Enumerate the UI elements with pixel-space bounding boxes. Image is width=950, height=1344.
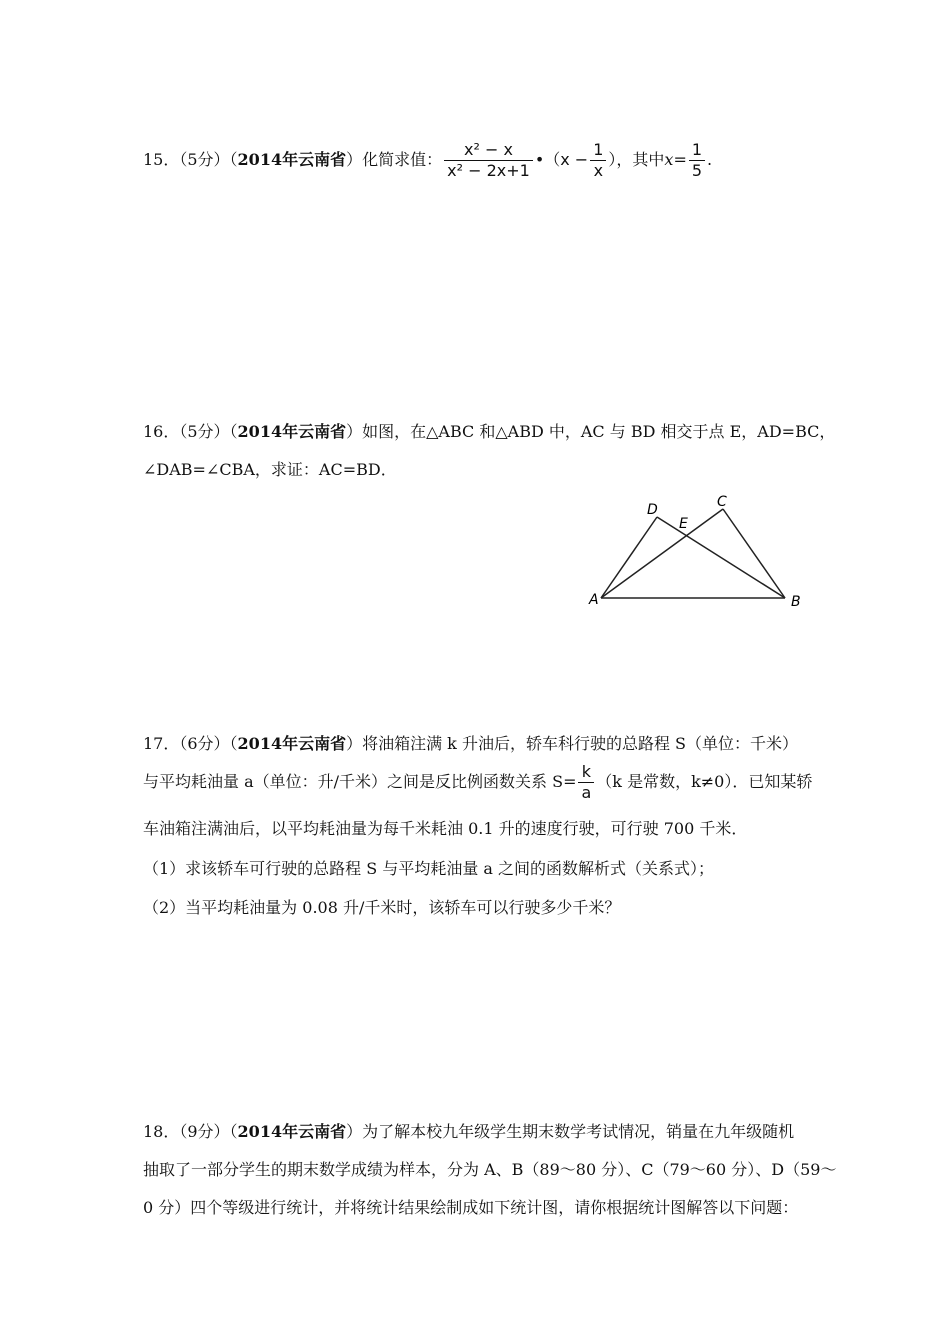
segment-BD: [657, 517, 785, 598]
segment-AD: [601, 517, 657, 598]
label-C: C: [717, 494, 727, 510]
q17-fraction: [578, 762, 594, 803]
question-16-line-1: [143, 421, 835, 443]
q15-fraction-1: [444, 140, 533, 181]
question-17-line-1: [143, 733, 798, 755]
q17-line3: 车油箱注满油后，以平均耗油量为每千米耗油 0.1 升的速度行驶，可行驶 700 千米．: [143, 819, 748, 838]
q15-after: ），其中: [608, 150, 665, 169]
q15-var: x: [664, 150, 674, 169]
q17-fraction-denominator: a: [581, 783, 592, 802]
q17-fraction-numerator: k: [578, 762, 594, 783]
q15-fraction-3-numerator: 1: [689, 140, 705, 161]
triangle-figure: [585, 490, 815, 615]
q15-prefix: 15．（5分）（: [143, 150, 238, 169]
triangle-diagram: [585, 490, 815, 615]
label-D: D: [647, 502, 658, 518]
q15-fraction-3-denominator: 5: [691, 161, 703, 180]
question-18-line-1: [143, 1121, 794, 1143]
question-15: [143, 140, 712, 181]
q15-end: .: [707, 150, 713, 169]
q16-source: 2014年云南省: [237, 422, 347, 441]
q15-fraction-2-denominator: x: [593, 161, 604, 180]
question-17-line-2: [143, 762, 812, 803]
q17-line2-a: 与平均耗油量 a（单位：升/千米）之间是反比例函数关系 S=: [143, 772, 577, 791]
q15-fraction-3: [689, 140, 705, 181]
question-17-line-3: [143, 818, 747, 840]
question-17-sub-2: [143, 897, 620, 919]
q17-sub1: （1）求该轿车可行驶的总路程 S 与平均耗油量 a 之间的函数解析式（关系式）；: [143, 859, 715, 878]
q17-sub2: （2）当平均耗油量为 0.08 升/千米时，该轿车可以行驶多少千米？: [143, 898, 621, 917]
q17-line1-rest: ）将油箱注满 k 升油后，轿车科行驶的总路程 S（单位：千米）: [346, 734, 799, 753]
q15-dot: •（x −: [534, 150, 589, 169]
question-16-line-2: [143, 459, 397, 481]
label-A: A: [589, 592, 599, 608]
q18-line2: 抽取了一部分学生的期末数学成绩为样本，分为 A、B（89～80 分）、C（79～60 分）、D（59～: [143, 1160, 837, 1179]
q15-mid: ）化简求值：: [346, 150, 443, 169]
question-18-line-3: [143, 1197, 798, 1219]
q15-fraction-2: [590, 140, 606, 181]
q17-prefix: 17．（6分）（: [143, 734, 238, 753]
q15-eq: =: [673, 150, 687, 169]
segment-AC: [601, 509, 723, 598]
q16-prefix: 16．（5分）（: [143, 422, 238, 441]
q15-fraction-1-numerator: x² − x: [444, 140, 533, 161]
q16-line2: ∠DAB=∠CBA，求证：AC=BD．: [143, 460, 397, 479]
q18-prefix: 18．（9分）（: [143, 1122, 238, 1141]
question-17-sub-1: [143, 858, 714, 880]
segment-BC: [723, 509, 785, 598]
q18-line3: 0 分）四个等级进行统计，并将统计结果绘制成如下统计图，请你根据统计图解答以下问题：: [143, 1198, 799, 1217]
q15-source: 2014年云南省: [237, 150, 347, 169]
label-E: E: [679, 516, 688, 532]
q16-line1-rest: ）如图，在△ABC 和△ABD 中，AC 与 BD 相交于点 E，AD=BC，: [346, 422, 836, 441]
q18-line1-rest: ）为了解本校九年级学生期末数学考试情况，销量在九年级随机: [346, 1122, 795, 1141]
q15-fraction-1-denominator: x² − 2x+1: [447, 161, 530, 180]
label-B: B: [791, 594, 801, 610]
q15-fraction-2-numerator: 1: [590, 140, 606, 161]
q18-source: 2014年云南省: [237, 1122, 347, 1141]
q17-source: 2014年云南省: [237, 734, 347, 753]
question-18-line-2: [143, 1159, 836, 1181]
q17-line2-b: （k 是常数，k≠0）．已知某轿: [596, 772, 813, 791]
